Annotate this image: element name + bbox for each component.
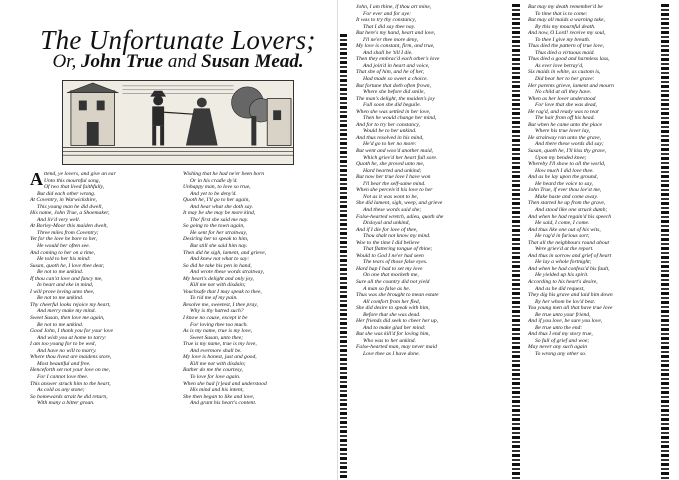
subtitle-prefix: Or, [52,51,81,72]
verse-line: So full of grief and woe; [535,337,590,344]
verse-line: John, I am thine, if thou art mine, [356,4,432,10]
verse-line: To rid me of my pain. [190,295,238,302]
verse-line: Be not to me unkind. [37,295,84,302]
verse-line: When she had [r]ead and understood [183,380,267,387]
woodcut-scene-icon [63,81,293,164]
verse-line: Be true unto your friend, [535,311,591,318]
verse-line: Thou shalt not know my mind. [363,233,431,240]
verse-line: The man's delight, the maiden's joy [356,95,435,102]
verse-line: Before that she was dead. [363,311,421,318]
verse-line: Be true unto the end: [535,324,583,331]
column-3-lines [356,4,504,358]
verse-line: My love is honest, just and good, [183,354,257,361]
verse-line: May never any such again [528,344,588,351]
verse-line: Make haste and come away. [535,193,598,200]
verse-line: He rag'd, and ready was to tear [528,108,600,115]
verse-line: Susan, quoth he, I'll kiss thy grave, [528,148,607,155]
verse-line: So going to the town again, [183,223,245,230]
verse-line: He sent for her straitway, [190,229,248,236]
verse-line: She did lament, sigh, weep, and grieve [356,200,443,207]
verse-line: I'll ne'er thee more deny, [363,36,419,43]
subtitle-and: and [163,51,202,72]
verse-line: Thy cheerful looks rejoice my heart, [30,301,111,308]
verse-line: At Coventry, in Warwickshire, [30,197,97,204]
verse-line: And wish you at home to tarry: [37,334,107,341]
column-2-lines [183,171,325,407]
column-4-lines [528,4,658,358]
verse-line: True is my name, true is my love, [183,341,257,348]
verse-line: False-hearted wretch, adieu, quoth she [356,213,444,220]
verse-line: How much I did love thee. [535,167,594,174]
verse-line: I'll bear the self-same mind. [363,180,426,187]
verse-line: It was to try thy constancy, [356,17,416,24]
verse-line: Vouchsafe that I may speak to thee, [183,288,262,295]
verse-line: It may be she may be more kind, [183,210,256,217]
verse-line: Unhappy man, to love so true, [183,184,251,191]
verse-line: On one that mocketh me, [363,272,419,279]
verse-line: To thee I give my breath. [535,36,591,43]
verse-line: And as he did request, [535,285,585,292]
verse-line: And if I die for love of thee, [356,226,418,233]
verse-line: Disloyal and unkind, [363,220,410,227]
subtitle-name-susan: Susan Mead. [201,51,304,72]
verse-line: John True, if ever thou lov'st me, [528,187,602,194]
verse-line: Who was to her unkind. [363,337,416,344]
verse-line: And these words said she; [363,206,422,213]
verse-line: The tears of those false eyes. [363,259,428,266]
verse-line: Hard hearted and unkind; [363,167,422,174]
verse-line: And liv'd very well. [37,216,81,223]
verse-line: Where his true lover lay, [535,128,590,135]
verse-line: Did bear her to her grave: [535,76,595,83]
verse-line: Would be to her unkind. [363,128,417,135]
verse-line: He would her often see. [37,243,90,250]
verse-line: And when he had confess'd his fault, [528,265,610,272]
verse-line: And thus in sorrow and grief of heart [528,252,612,259]
verse-line: Resolve me, sweetest, I thee pray, [183,301,258,308]
verse-line: Be not to me unkind. [37,269,84,276]
verse-line: At Borley-Moor this maiden dwelt, [30,223,108,230]
verse-line: For ever and for aye: [363,10,412,17]
verse-line: Hard hap I had to set my love [356,265,423,272]
column-1-lines [30,171,172,407]
verse-line: Sweet Susan, then love me again, [30,315,105,322]
verse-line: Be not to me unkind. [37,321,84,328]
verse-line: And thus like one out of his wits, [528,226,601,233]
verse-line: No child at all they have. [535,89,592,96]
verse-line: But now her true love I have won [356,174,431,181]
verse-line: And to make glad her mind: [363,324,426,331]
verse-line: You young men all that have true love [528,305,613,312]
drop-cap: A [30,169,43,189]
verse-line: If thou can'st love and fancy me, [30,275,103,282]
verse-line: That I did say thee nay. [363,23,416,30]
verse-line: When she was settled in her love, [356,108,431,115]
verse-line: And evermore shall be. [190,347,242,354]
verse-line: But here's my hand, heart and love, [356,30,436,37]
verse-line: To time that is to come: [535,10,588,17]
verse-line: By this my mournful death. [535,23,596,30]
verse-line: As ever love betray'd, [535,62,584,69]
verse-line: And grant his heart's content. [190,400,257,407]
verse-column-2 [183,171,325,407]
verse-line: But still she said him nay. [190,243,248,250]
verse-line: But may all maids a warning take, [528,17,605,24]
verse-line: And hear what she doth say. [190,203,254,210]
verse-line: Quoth he, I'll go to her again, [183,197,250,204]
verse-line: Thus died a good and harmless lass, [528,56,610,63]
verse-column-4 [528,4,658,358]
verse-line: When she perceiv'd his love to her [356,187,433,194]
verse-line: As cold as any stone; [37,387,85,394]
verse-line: But fortune that doth often frown, [356,82,431,89]
verse-line: As is my name, true is my love, [183,328,253,335]
verse-line: Where she before did smile, [363,89,425,96]
verse-line: Her parents grieve, lament and mourn [528,82,614,89]
verse-line: And thus I end my story true, [528,331,593,338]
verse-line: By her whom he lov'd best. [535,298,596,305]
verse-line: A man so false as he. [363,285,411,292]
verse-line: And for to try her constancy, [356,121,421,128]
verse-line: And coming to her on a time, [30,249,96,256]
verse-line: So homewards strait he did return, [30,393,108,400]
verse-line: Then did he sigh, lament, and grieve, [183,249,267,256]
verse-line: Susan, quoth he, I love thee dear, [30,262,105,269]
ballad-title: The Unfortunate Lovers; [40,25,316,55]
verse-line: According to his heart's desire, [528,278,598,285]
verse-line: Then started he up from the grave, [528,200,606,207]
verse-line: But she was kill'd for loving him, [356,331,430,338]
verse-line: His name, John True, a Shoemaker, [30,210,110,217]
verse-line: Whereby I'll show to all the world, [528,161,606,168]
verse-line: Rather do me the courtesy, [183,367,243,374]
verse-line: Yet for the love he bore to her, [30,236,98,243]
verse-line: Good John, I thank you for your love [30,328,113,335]
verse-line: False-hearted man, may never maid [356,344,437,351]
verse-line: Full soon she did beguile. [363,102,421,109]
verse-line: Or in his cradle dy'd. [190,177,238,184]
verse-line: The hair from off his head. [535,115,595,122]
verse-line: Thus died a virtuous maid. [535,49,595,56]
verse-line: Sure all the country did not yield [356,278,430,285]
verse-line: Love thee as I have done. [363,350,420,357]
verse-line: Sweet Susan, unto thee; [190,334,244,341]
verse-line: But may my death remember'd be [528,4,603,10]
verse-line: For loving thee too much. [190,321,248,328]
verse-line: Upon my bended knee; [535,154,587,161]
verse-line: And join'd in heart and voice, [363,62,430,69]
verse-line: He heard the voice to say, [535,180,593,187]
verse-line: My heart's delight and only joy, [183,275,254,282]
ornamental-border-middle [512,4,520,480]
verse-line: And stood like one struck dumb; [535,206,608,213]
verse-line: They dig his grave and laid him down [528,292,613,299]
verse-line: So did he take his pen in hand, [183,262,252,269]
verse-line: Thus was she brought to mean estate [356,292,439,299]
verse-line: And as he lay upon the ground, [528,174,598,181]
verse-line: ttend, ye lovers, and give an ear [44,171,116,177]
verse-line: I will prove loving unto thee, [30,288,95,295]
verse-line: My love is constant, firm, and true, [356,43,435,50]
verse-line: And now, O Lord! receive my soul, [528,30,606,37]
verse-line: Which griev'd her heart full sore. [363,154,438,161]
verse-line: He told to her his mind: [37,256,91,263]
verse-line: She did desire to speak with him, [356,305,430,312]
verse-line: Would to God I ne'er had seen [356,252,424,259]
ornamental-border-right [661,4,669,480]
verse-line: That she of him, and he of her, [356,69,424,76]
verse-line: To wrong any other so. [535,350,587,357]
verse-line: Most beautiful and free. [37,360,91,367]
verse-line: For love that she was dead, [535,102,597,109]
verse-line: Woe to the time I did believe [356,239,420,246]
verse-line: Kill me not with disdain; [190,360,246,367]
verse-line: And knew not what to say: [190,256,250,263]
verse-line: Desiring her to speak to him, [183,236,249,243]
verse-line: Kill me not with disdain; [190,282,246,289]
verse-line: Henceforth set not your love on me, [30,367,111,374]
verse-line: And have no will to marry. [37,347,97,354]
page-fold [337,0,338,480]
verse-line: And shall be 'till I die. [363,49,413,56]
verse-line: But did each other wrong. [37,190,96,197]
verse-line: To love for love again. [190,373,241,380]
verse-line: Her friends did seek to cheer her up, [356,318,439,325]
ornamental-border-left [340,34,347,480]
subtitle-name-john: John True [80,51,164,72]
verse-line: In heart and eke in mind, [37,282,94,289]
verse-line: I know no cause, except it be [183,315,248,322]
verse-line: And thus resolved in his mind, [356,134,424,141]
verse-line: Then he would change her mind, [363,115,437,122]
verse-line: He lay a whole fortnight; [535,259,592,266]
verse-line: This young man he did dwell, [37,203,103,210]
verse-line: She then began to like and love, [183,393,255,400]
verse-line: He rag'd in furious sort; [535,233,590,240]
verse-line: Then they embrac'd each other's love [356,56,440,63]
verse-line: Quoth he, she proved unto me, [356,161,425,168]
verse-line: And there these words did say; [535,141,604,148]
woodcut-illustration [62,80,294,165]
verse-line: All comfort from her fled, [363,298,421,305]
verse-line: That all the neighbours round about [528,239,610,246]
verse-line: And when he had regain'd his speech [528,213,612,220]
verse-line: He'd go to her no more: [363,141,417,148]
verse-line: Thus died the pattern of true love, [528,43,604,50]
verse-line: Of two that lived faithfully, [44,184,105,191]
verse-line: I am too young for to be wed, [30,341,96,348]
verse-line: But when he came unto the place [528,121,602,128]
verse-line: His mind and his intent, [190,387,244,394]
verse-column-3 [356,4,504,358]
verse-line: He straitway ran unto the grave, [528,134,602,141]
verse-line: Where thou livest are maidens store, [30,354,112,361]
verse-line: Had made so sweet a choice. [363,76,428,83]
verse-line: This answer struck him to the heart, [30,380,111,387]
verse-line: And yet to be deny'd. [190,190,237,197]
verse-line: Tho' first she said me nay. [190,216,249,223]
verse-line: When as her lover understood [528,95,596,102]
ballad-subtitle [28,52,328,72]
verse-line: And merry make my mind. [37,308,96,315]
verse-line: Unto this mournful song, [44,177,100,184]
verse-line: He said, I come, I come. [535,220,590,227]
verse-line: And wrote these words straitway, [190,269,265,276]
verse-line: And if you love, be sure you love, [528,318,603,325]
verse-line: Why is thy hatred such? [190,308,244,315]
verse-line: For I cannot love thee. [37,373,89,380]
verse-line: With many a bitter groan. [37,400,95,407]
verse-line: Six maids in white, as custom is, [528,69,601,76]
verse-line: Three miles from Coventry; [37,229,99,236]
verse-line: Wishing that he had ne'er been born [183,171,265,177]
verse-column-1 [30,171,172,407]
verse-line: Not as it was wont to be, [363,193,419,200]
verse-line: But went and woo'd another maid, [356,148,434,155]
verse-line: Were griev'd at the report. [535,246,594,253]
verse-line: That flattering tongue of thine; [363,246,433,253]
verse-line: He yielded up his spirit. [535,272,589,279]
